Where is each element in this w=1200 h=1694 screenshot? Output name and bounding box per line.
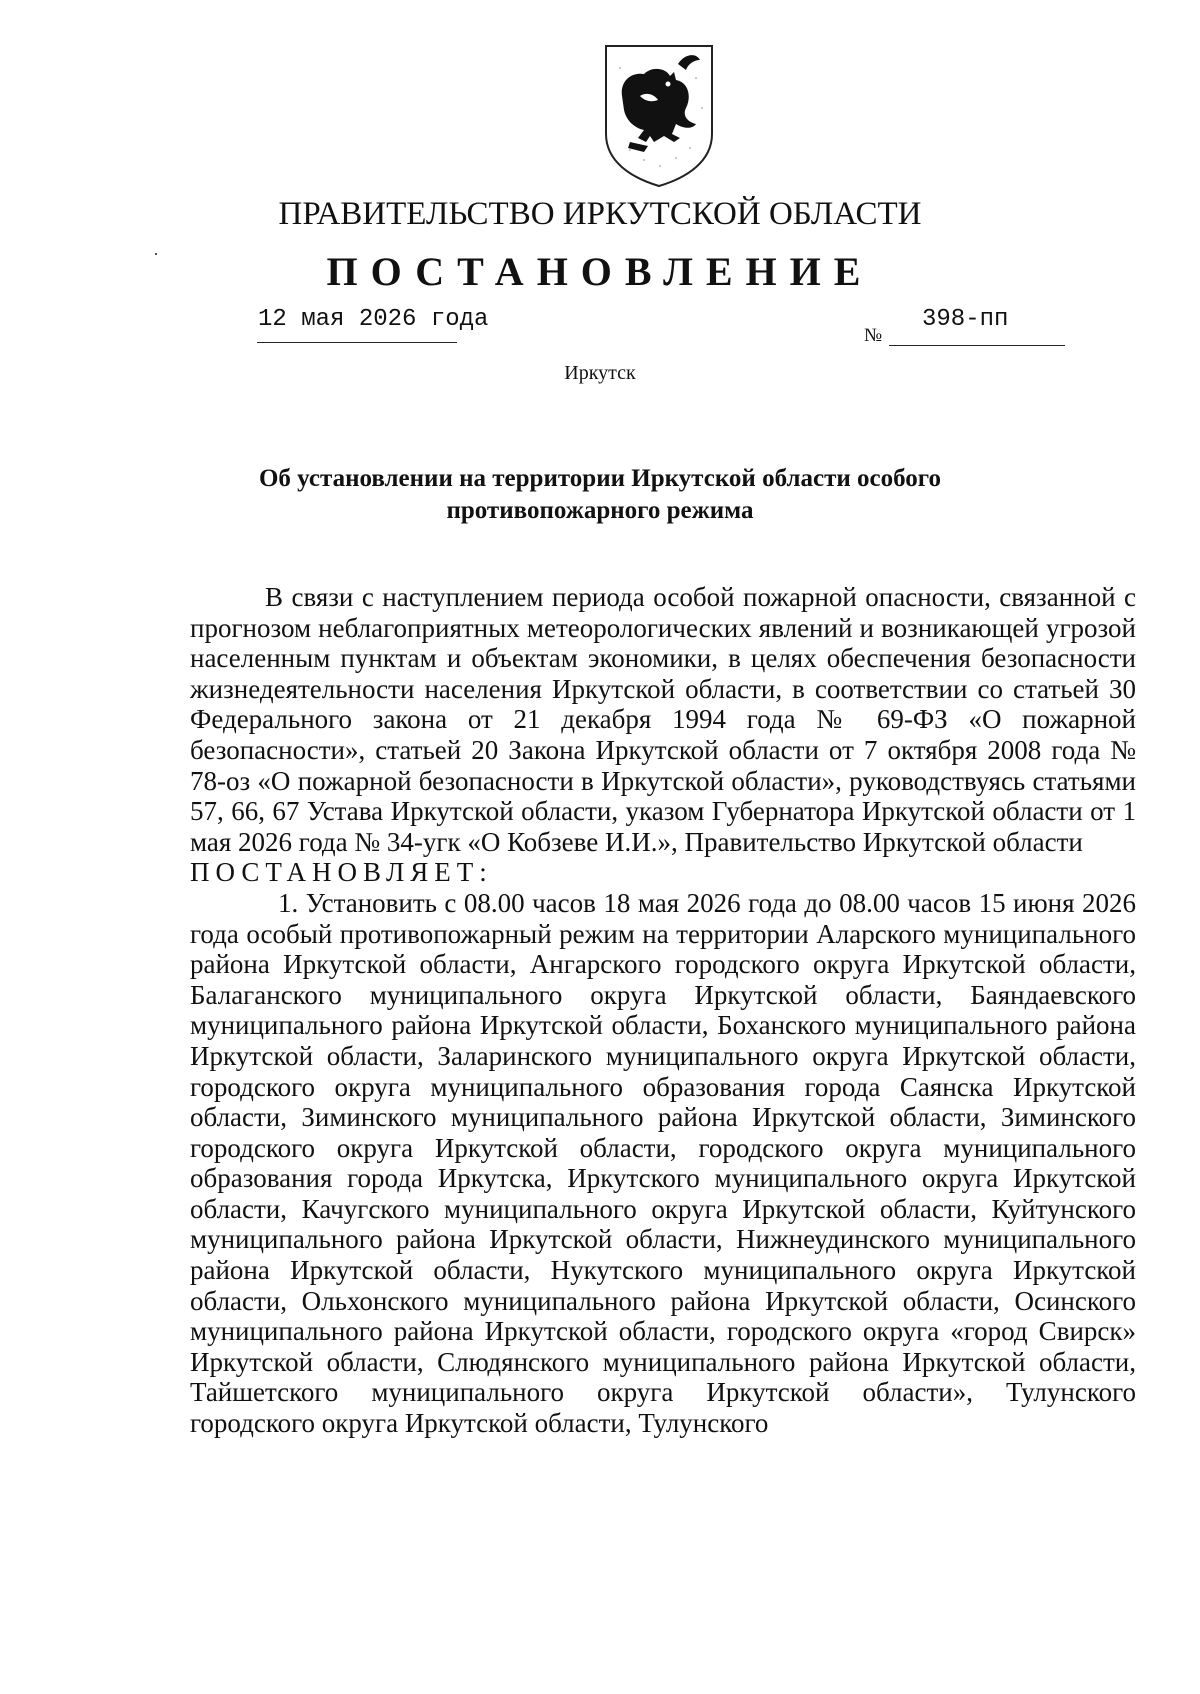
document-body [190, 582, 1136, 1439]
document-number: 398-пп [922, 306, 1009, 333]
city-name: Иркутск [564, 362, 636, 384]
item-1-paragraph: 1. Установить с 08.00 часов 18 мая 2026 года до 08.00 часов 15 июня 2026 года особый противопожарный режим на территории Аларского муниципального района Иркутской области, Ангарского городского округа Иркутской области, Балаганского муниципального округа Иркутской области, Баяндаевского муниципального района Иркутской области, Боханского муниципального района Иркутской области, Заларинского муниципального округа Иркутской области, городского округа муниципального образования города Саянска Иркутской области, Зиминского муниципального района Иркутской области, Зиминского городского округа Иркутской области, городского округа муниципального образования города Иркутска, Иркутского муниципального округа Иркутской области, Качугского муниципального округа Иркутской области, Куйтунского муниципального района Иркутской области, Нижнеудинского муниципального района Иркутской области, Нукутского муниципального округа Иркутской области, Ольхонского муниципального района Иркутской области, Осинского муниципального района Иркутской области, городского округа «город Свирск» Иркутской области, Слюдянского муниципального района Иркутской области, Тайшетского муниципального округа Иркутской области», Тулунского городского округа Иркутской области, Тулунского [190, 887, 1136, 1439]
coat-of-arms-icon [600, 38, 718, 188]
number-sign: № [864, 325, 883, 346]
document-type: ПОСТАНОВЛЕНИЕ [326, 249, 874, 294]
document-date: 12 мая 2026 года [258, 306, 489, 333]
preamble-paragraph: В связи с наступлением периода особой пожарной опасности, связанной с прогнозом неблагоприятных метеорологических явлений и возникающей угрозой населенным пунктам и объектам экономики, в целях обеспечения безопасности жизнедеятельности населения Иркутской области, в соответствии со статьей 30 Федерального закона от 21 декабря 1994 года № 69-ФЗ «О пожарной безопасности», статьей 20 Закона Иркутской области от 7 октября 2008 года № 78-оз «О пожарной безопасности в Иркутской области», руководствуясь статьями 57, 66, 67 Устава Иркутской области, указом Губернатора Иркутской области от 1 мая 2026 года № 34-угк «О Кобзеве И.И.», Правительство Иркутской области [190, 582, 1136, 857]
decree-word: ПОСТАНОВЛЯЕТ: [190, 857, 493, 888]
organization-name: ПРАВИТЕЛЬСТВО ИРКУТСКОЙ ОБЛАСТИ [278, 196, 922, 232]
title-line: противопожарного режима [446, 497, 754, 524]
document-title [190, 463, 1010, 527]
number-underline [889, 345, 1065, 346]
date-underline [257, 342, 457, 343]
title-line: Об установлении на территории Иркутской области особого [258, 465, 942, 492]
